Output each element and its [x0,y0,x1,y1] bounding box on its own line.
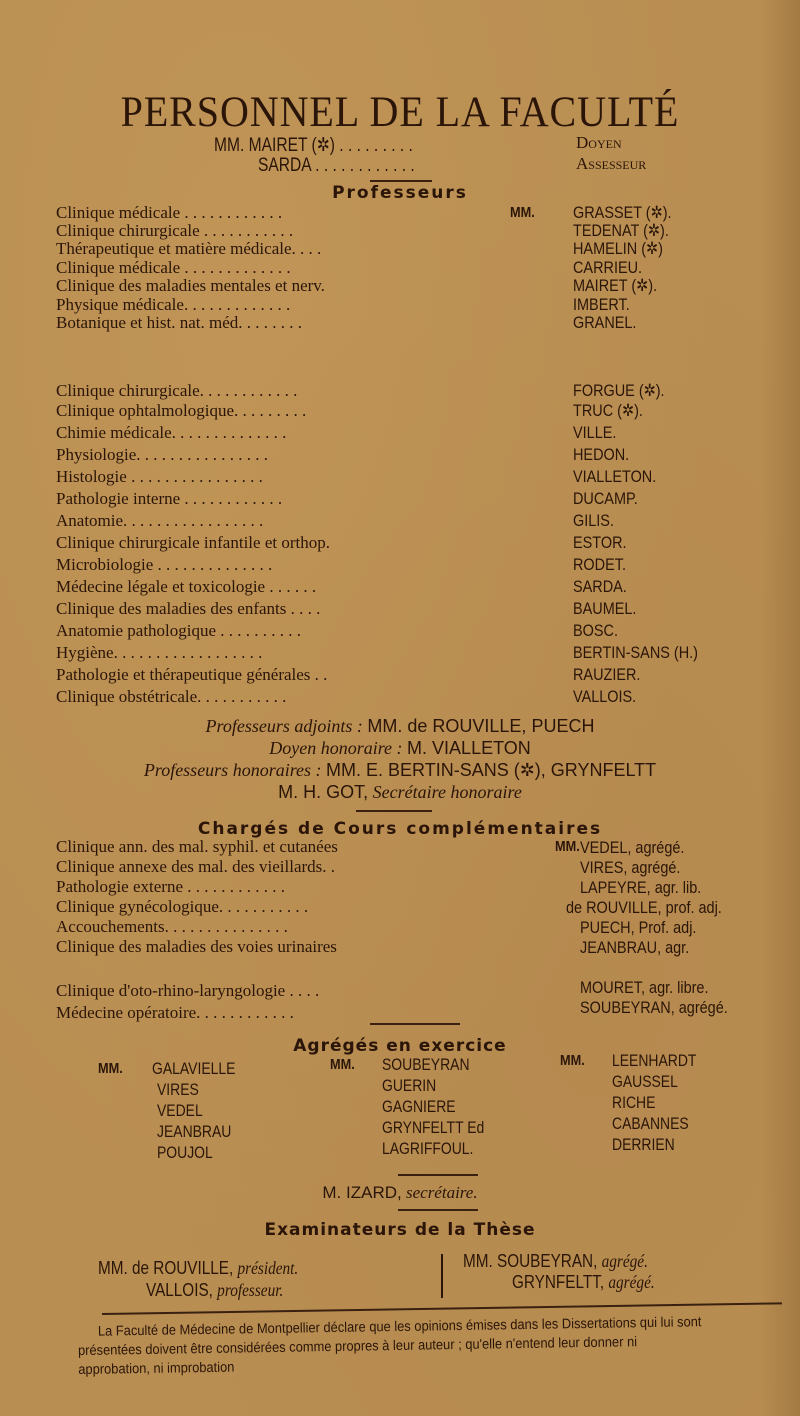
examiner-name: SOUBEYRAN, [497,1251,598,1271]
chair-label: Clinique chirurgicale. . . . . . . . . . . . [56,381,298,400]
chair-label: Clinique chirurgicale . . . . . . . . . . . [56,221,294,240]
professor-name: TEDENAT (✲). [573,221,669,240]
divider [370,180,432,182]
course-label: Clinique d'oto-rhino-laryngologie . . . . [56,981,320,1000]
secretary-name: M. IZARD, [322,1183,402,1202]
honorary-professors [0,760,800,781]
mm-prefix: MM. [560,1052,585,1069]
agrege-name: VEDEL [157,1101,203,1120]
course-label: Clinique des maladies des voies urinaires [56,937,337,956]
chair-label: Physique médicale. . . . . . . . . . . . . [56,295,291,314]
examiner-agrege-2 [512,1272,655,1293]
chair-label: Pathologie et thérapeutique générales . . [56,665,328,684]
professor-name: VALLOIS. [573,687,637,706]
examiner-professor [146,1280,283,1301]
column-separator [441,1254,443,1298]
professor-name: HAMELIN (✲) [573,239,663,258]
professor-name: HEDON. [573,445,630,464]
adjoint-professors [0,716,800,737]
professor-name: BOSC. [573,621,618,640]
professor-name: TRUC (✲). [573,401,643,420]
leader-dots: . . . . . . . . . . . . [315,155,415,176]
course-label: Médecine opératoire. . . . . . . . . . . . [56,1003,294,1022]
lecturer-name: LAPEYRE, agr. lib. [580,878,702,897]
chair-label: Hygiène. . . . . . . . . . . . . . . . . . [56,643,263,662]
adjoints-label: Professeurs adjoints : [205,716,363,736]
assessor-role: Assesseur [576,154,647,173]
course-label: Clinique ann. des mal. syphil. et cutanées [56,837,338,856]
examiner-name: VALLOIS, [146,1280,213,1300]
professor-name: SARDA. [573,577,627,596]
mm-prefix: MM. [98,1060,123,1077]
agrege-name: RICHE [612,1093,656,1112]
agrege-name: DERRIEN [612,1135,675,1154]
course-label: Pathologie externe . . . . . . . . . . . . [56,877,285,896]
honorary-dean [0,738,800,759]
examiner-role: professeur. [217,1280,284,1300]
divider [398,1209,478,1211]
page-title: PERSONNEL DE LA FACULTÉ [120,89,680,136]
professor-name: RAUZIER. [573,665,641,684]
chair-label: Anatomie pathologique . . . . . . . . . . [56,621,302,640]
professeurs-heading: Professeurs [332,183,468,203]
assessor-row [258,155,415,177]
agrege-name: CABANNES [612,1114,689,1133]
professor-name: BAUMEL. [573,599,637,618]
professor-name: BERTIN-SANS (H.) [573,643,698,662]
mm-prefix: MM. [330,1056,355,1073]
chair-label: Clinique des maladies mentales et nerv. [56,276,325,295]
chair-label: Pathologie interne . . . . . . . . . . . . [56,489,283,508]
professor-name: GRASSET (✲). [573,203,672,222]
chair-label: Physiologie. . . . . . . . . . . . . . . . [56,445,269,464]
professor-name: DUCAMP. [573,489,638,508]
secretaire-name: M. H. GOT, [278,782,369,802]
mm-prefix: MM. [98,1258,128,1278]
dean-name: MAIRET (✲) [248,135,335,156]
examiner-president [98,1258,298,1279]
chair-label: Chimie médicale. . . . . . . . . . . . . . [56,423,287,442]
course-label: Clinique annexe des mal. des vieillards. . [56,857,336,876]
assessor-name: SARDA [258,155,311,176]
chair-label: Botanique et hist. nat. méd. . . . . . . . [56,313,302,332]
profs-names: MM. E. BERTIN-SANS (✲), GRYNFELTT [326,760,657,780]
professor-name: ESTOR. [573,533,627,552]
chair-label: Histologie . . . . . . . . . . . . . . . . [56,467,263,486]
doyen-label: Doyen honoraire : [269,738,403,758]
chair-label: Clinique médicale . . . . . . . . . . . . . [56,258,291,277]
divider [370,1023,460,1025]
agrege-name: GAUSSEL [612,1072,678,1091]
agrege-name: JEANBRAU [157,1122,232,1141]
agrege-name: GAGNIERE [382,1097,456,1116]
examiner-role: président. [237,1258,299,1278]
charges-heading: Chargés de Cours complémentaires [197,819,603,839]
examiner-name: de ROUVILLE, [132,1258,234,1278]
professor-name: MAIRET (✲). [573,276,658,295]
leader-dots: . . . . . . . . . [339,135,413,156]
agrege-name: POUJOL [157,1143,213,1162]
faculty-secretary [0,1183,800,1203]
professor-name: VIALLETON. [573,467,657,486]
course-label: Accouchements. . . . . . . . . . . . . . . [56,917,288,936]
lecturer-name: MOURET, agr. libre. [580,978,709,997]
divider [398,1174,478,1176]
honorary-secretary [0,782,800,803]
chair-label: Anatomie. . . . . . . . . . . . . . . . . [56,511,264,530]
mm-prefix: MM. [463,1251,493,1271]
professor-name: VILLE. [573,423,617,442]
agrege-name: GRYNFELTT Ed [382,1118,485,1137]
lecturer-name: VIRES, agrégé. [580,858,681,877]
mm-prefix: MM. [214,135,245,156]
professor-name: RODET. [573,555,626,574]
chair-label: Clinique obstétricale. . . . . . . . . . . [56,687,287,706]
lecturer-name: de ROUVILLE, prof. adj. [566,898,722,917]
course-label: Clinique gynécologique. . . . . . . . . . . [56,897,309,916]
secretary-role: secrétaire. [405,1183,478,1202]
dean-role: Doyen [576,133,622,152]
examiner-role: agrégé. [608,1272,655,1292]
chair-label: Clinique chirurgicale infantile et orthop. [56,533,330,552]
dean-row [214,134,413,157]
mm-prefix: MM. [555,838,580,855]
agrege-name: VIRES [157,1080,199,1099]
professor-name: FORGUE (✲). [573,381,665,400]
lecturer-name: SOUBEYRAN, agrégé. [580,998,728,1017]
chair-label: Microbiologie . . . . . . . . . . . . . . [56,555,273,574]
agrege-name: GUERIN [382,1076,437,1095]
chair-label: Clinique ophtalmologique. . . . . . . . . [56,401,307,420]
divider [356,810,432,812]
chair-label: Clinique des maladies des enfants . . . . [56,599,321,618]
examiner-role: agrégé. [601,1251,648,1271]
chair-label: Thérapeutique et matière médicale. . . . [56,239,322,258]
chair-label: Clinique médicale . . . . . . . . . . . . [56,203,283,222]
examiner-name: GRYNFELTT, [512,1272,605,1292]
professor-name: CARRIEU. [573,258,643,277]
adjoints-names: MM. de ROUVILLE, PUECH [367,716,595,736]
agrege-name: LAGRIFFOUL. [382,1139,474,1158]
profs-label: Professeurs honoraires : [143,760,322,780]
examiner-agrege-1 [463,1251,648,1272]
professor-name: GRANEL. [573,313,637,332]
lecturer-name: JEANBRAU, agr. [580,938,690,957]
disclaimer-text: La Faculté de Médecine de Montpellier déclare que les opinions émises dans les Dissertations qui lui sont présentées doivent être considérées comme propres à leur auteur ; qu'elle n'entend leur donner ni approbation, ni improbation [77,1313,702,1377]
agrege-name: GALAVIELLE [152,1059,236,1078]
secretaire-label: Secrétaire honoraire [372,782,522,802]
lecturer-name: VEDEL, agrégé. [580,838,685,857]
agrege-name: LEENHARDT [612,1051,697,1070]
mm-prefix: MM. [510,204,535,221]
agreges-heading: Agrégés en exercice [293,1036,507,1056]
doyen-name: M. VIALLETON [407,738,531,758]
professor-name: IMBERT. [573,295,630,314]
agrege-name: SOUBEYRAN [382,1055,470,1074]
examinateurs-heading: Examinateurs de la Thèse [264,1220,536,1240]
professor-name: GILIS. [573,511,614,530]
lecturer-name: PUECH, Prof. adj. [580,918,697,937]
chair-label: Médecine légale et toxicologie . . . . . . [56,577,317,596]
